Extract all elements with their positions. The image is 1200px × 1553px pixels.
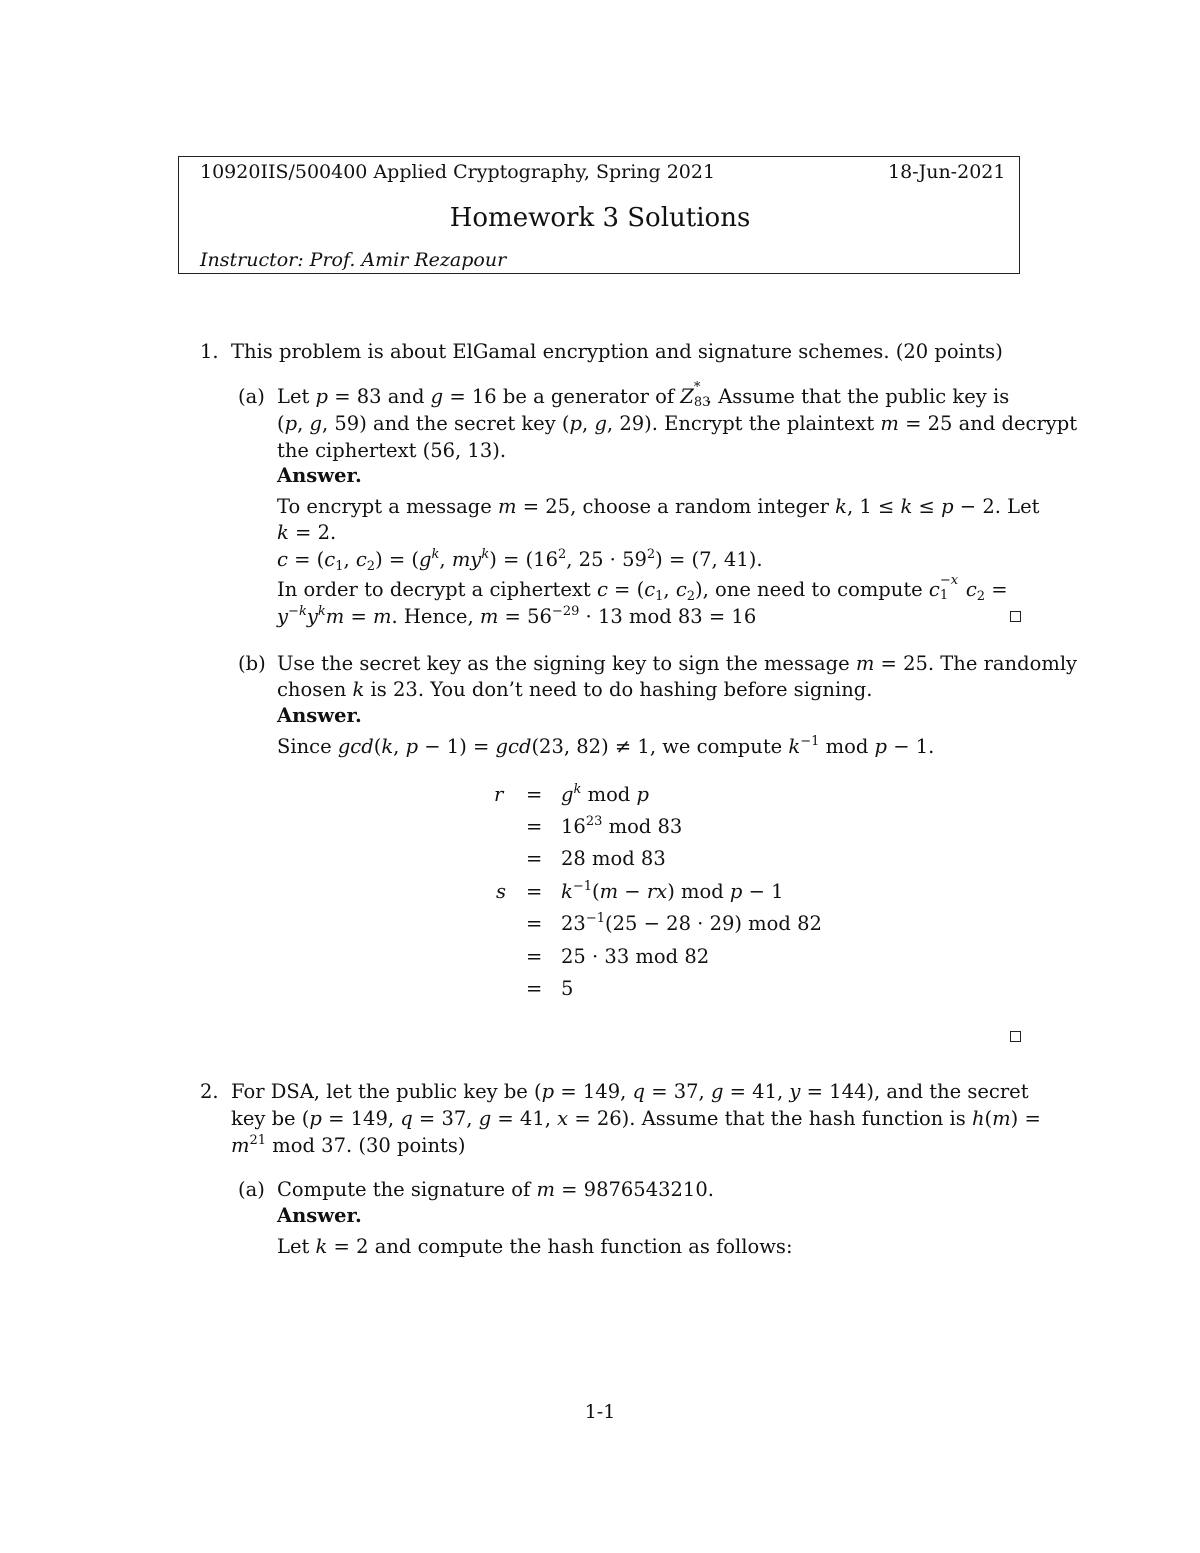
problem-2-line-3: $m^{21}$ mod 37. (30 points) <box>231 1133 466 1157</box>
course-title: 10920IIS/500400 Applied Cryptography, Spring 2021 <box>200 161 716 183</box>
eq-rhs-4: $k^{-1}(m - rx)$ mod p − 1 <box>561 879 784 903</box>
eq-sign: = <box>526 815 543 838</box>
part-1a-text-line-3: the ciphertext (56, 13). <box>277 439 507 462</box>
part-1a-answer-line-5: $y^{-k}y^km = m$. Hence, $m = 56^{-29} \cdot 13$ mod 83 = 16 <box>277 604 757 628</box>
eq-rhs-3: 28 mod 83 <box>561 847 666 870</box>
eq-lhs-r: r <box>494 783 504 806</box>
part-2a-answer-line-1: Let k = 2 and compute the hash function as follows: <box>277 1235 793 1258</box>
eq-rhs-6: 25 · 33 mod 82 <box>561 945 710 968</box>
problem-1-statement: This problem is about ElGamal encryption and signature schemes. (20 points) <box>231 340 1003 363</box>
part-1b-text-line-2: chosen k is 23. You don’t need to do hashing before signing. <box>277 678 873 701</box>
eq-sign: = <box>526 945 543 968</box>
problem-2-line-2: key be (p = 149, q = 37, g = 41, x = 26). Assume that the hash function is h(m) = <box>231 1107 1041 1130</box>
part-1a-answer-label: Answer. <box>277 464 362 487</box>
part-1b-label: (b) <box>238 652 266 675</box>
part-1a-text-line-2: (p, g, 59) and the secret key (p, g, 29). Encrypt the plaintext m = 25 and decrypt <box>277 412 1078 435</box>
instructor-line: Instructor: Prof. Amir Rezapour <box>200 249 507 271</box>
eq-sign: = <box>526 977 543 1000</box>
problem-2-line-1: For DSA, let the public key be (p = 149, q = 37, g = 41, y = 144), and the secret <box>231 1080 1029 1103</box>
problem-1-number: 1. <box>200 340 219 363</box>
part-1b-answer-line-1: Since gcd(k, p − 1) = gcd(23, 82) ≠ 1, we compute $k^{-1}$ mod p − 1. <box>277 734 935 758</box>
document-title: Homework 3 Solutions <box>449 203 751 233</box>
page-number: 1-1 <box>584 1401 616 1423</box>
eq-sign: = <box>526 847 543 870</box>
part-1a-text-line-1: Let p = 83 and g = 16 be a generator of Z * 83 . Assume that the public key is <box>277 380 1010 410</box>
eq-rhs-1: $g^k$ mod p <box>561 782 649 806</box>
eq-sign: = <box>526 783 543 806</box>
part-1a-answer-line-2: k = 2. <box>277 521 337 544</box>
eq-lhs-s: s <box>496 880 507 903</box>
part-1b-text-line-1: Use the secret key as the signing key to sign the message m = 25. The randomly <box>277 652 1078 675</box>
part-1a-answer-line-4: In order to decrypt a ciphertext $c = (c_1$, $c_2$), one need to compute c −x 1 $c_2$ = <box>277 573 1008 604</box>
eq-sign: = <box>526 912 543 935</box>
eq-sign: = <box>526 880 543 903</box>
part-2a-answer-label: Answer. <box>277 1204 362 1227</box>
eq-rhs-5: $23^{-1}(25 - 28 \cdot 29)$ mod 82 <box>561 911 822 935</box>
problem-2-number: 2. <box>200 1080 219 1103</box>
qed-box-icon <box>1010 1031 1021 1042</box>
qed-box-icon <box>1010 611 1021 622</box>
part-1a-label: (a) <box>238 385 265 408</box>
part-2a-label: (a) <box>238 1178 265 1201</box>
part-1a-answer-line-3: $c = (c_1$, $c_2) = (g^k$, $my^k) = (16^2$, $25 \cdot 59^2) = (7$, 41). <box>277 547 763 574</box>
part-1b-text-line-1-words: Use the secret key as the signing key to sign the message <box>277 652 850 675</box>
part-1a-answer-line-1: To encrypt a message m = 25, choose a random integer k, 1 ≤ k ≤ p − 2. Let <box>277 495 1040 518</box>
eq-rhs-2: $16^{23}$ mod 83 <box>561 814 683 838</box>
document-date: 18-Jun-2021 <box>888 161 1006 183</box>
part-1b-answer-label: Answer. <box>277 704 362 727</box>
eq-rhs-7: 5 <box>561 977 574 1000</box>
part-2a-text: Compute the signature of m = 9876543210. <box>277 1178 714 1201</box>
